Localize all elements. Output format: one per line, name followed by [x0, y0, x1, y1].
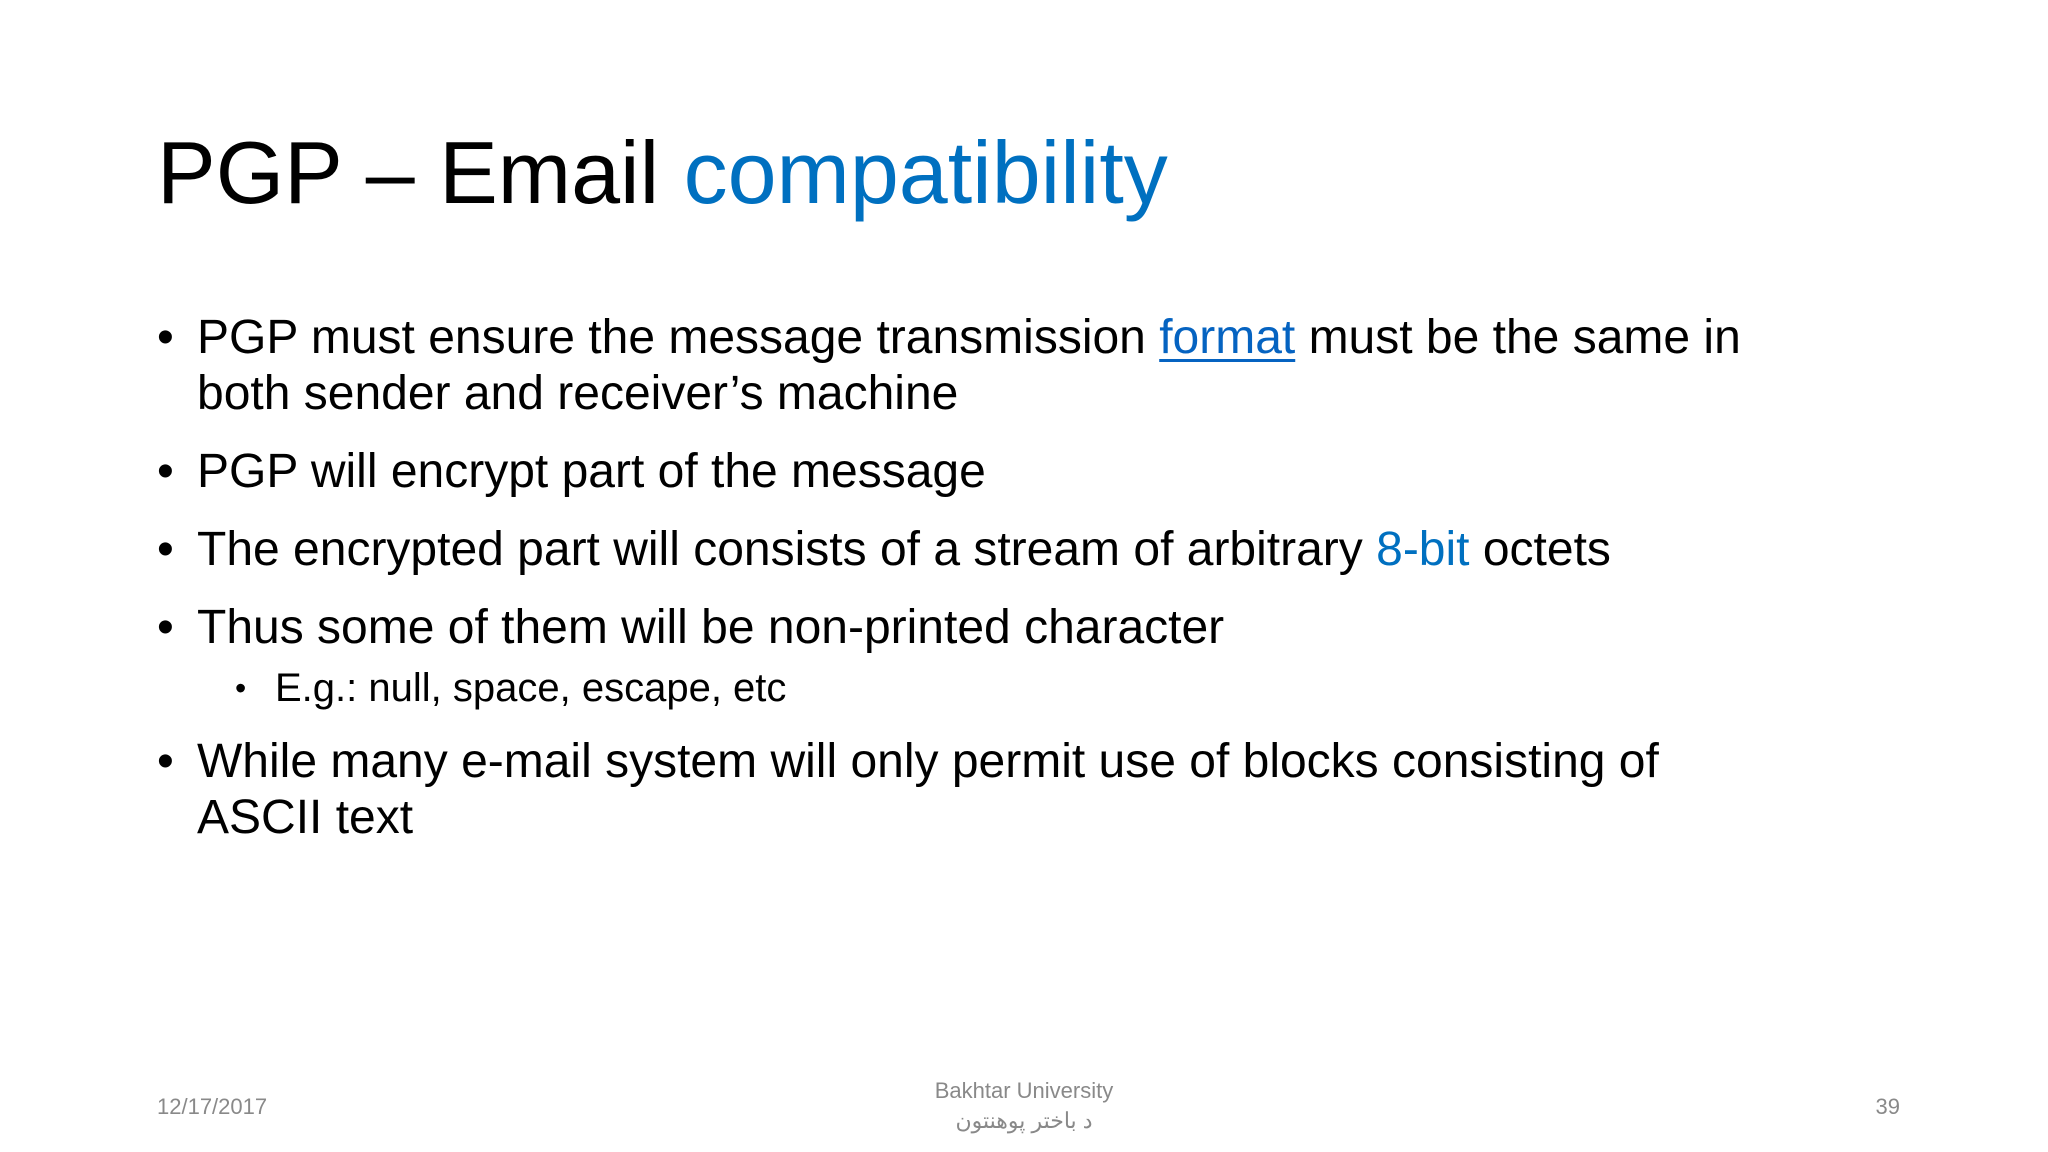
- bullet-accent: 8-bit: [1376, 523, 1470, 576]
- footer-institution: [824, 1076, 1224, 1136]
- bullet-dot: •: [157, 311, 174, 364]
- bullet-item-ascii: [157, 734, 1917, 846]
- bullet-text: both sender and receiver’s machine: [197, 367, 959, 420]
- sub-bullet-text: E.g.: null, space, escape, etc: [275, 666, 787, 710]
- bullet-text: PGP must ensure the message transmission: [197, 311, 1160, 364]
- bullet-item-nonprinted: [157, 600, 1917, 656]
- bullet-text: The encrypted part will consists of a stream of arbitrary: [197, 523, 1377, 576]
- footer-date: 12/17/2017: [157, 1094, 268, 1119]
- bullet-list: [157, 310, 1917, 868]
- footer-institution-name: Bakhtar University: [934, 1078, 1114, 1103]
- sub-bullet-dot: •: [235, 670, 247, 706]
- bullet-item-octets: [157, 522, 1917, 578]
- bullet-text: octets: [1469, 523, 1611, 576]
- title-accent: compatibility: [683, 123, 1168, 222]
- bullet-item-format: [157, 310, 1917, 422]
- title-main: PGP – Email: [157, 123, 684, 222]
- footer-institution-local: د باختر پوهنتون: [955, 1108, 1093, 1133]
- bullet-text: While many e-mail system will only permit use of blocks consisting of: [197, 735, 1659, 788]
- slide-title: [157, 118, 1168, 228]
- bullet-dot: •: [157, 735, 174, 788]
- bullet-dot: •: [157, 445, 174, 498]
- bullet-text: ASCII text: [197, 791, 414, 844]
- bullet-dot: •: [157, 523, 174, 576]
- bullet-item-encrypt: [157, 444, 1917, 500]
- bullet-text: PGP will encrypt part of the message: [197, 445, 986, 498]
- bullet-text: must be the same in: [1295, 311, 1741, 364]
- bullet-dot: •: [157, 601, 174, 654]
- footer-page-number: 39: [1875, 1094, 1900, 1119]
- sub-bullet-examples: [157, 662, 1917, 714]
- bullet-text: Thus some of them will be non-printed character: [197, 601, 1225, 654]
- format-link[interactable]: format: [1159, 311, 1296, 364]
